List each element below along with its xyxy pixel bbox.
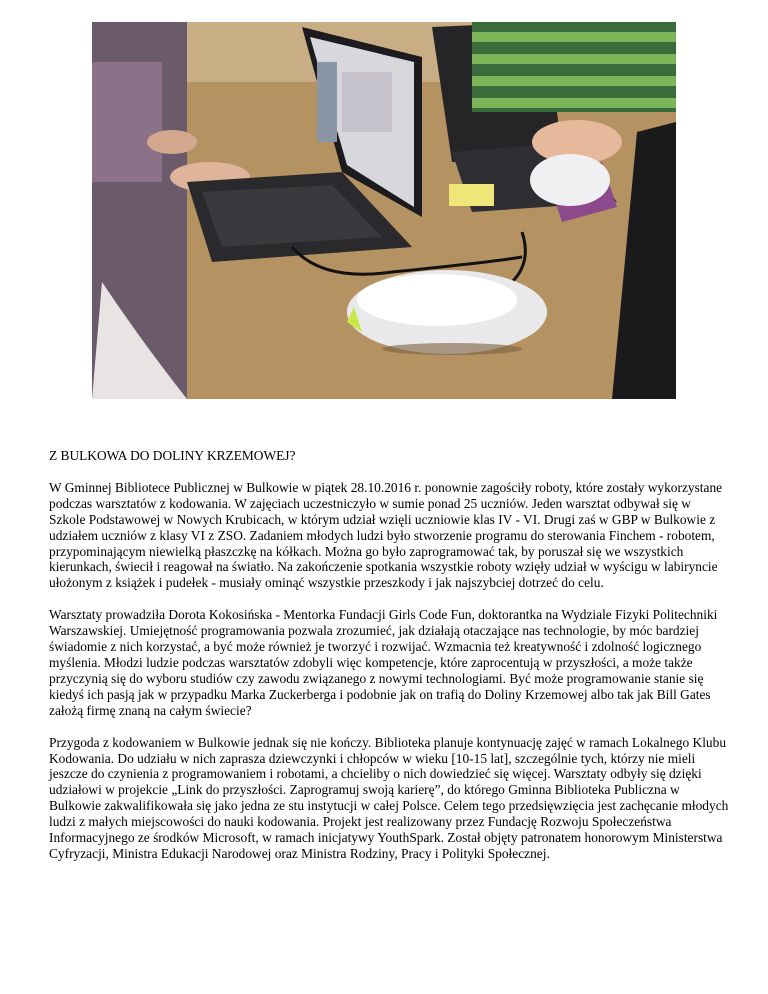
article-paragraph: Warsztaty prowadziła Dorota Kokosińska - Mentorka Fundacji Girls Code Fun, doktorantka na Wydziale Fizyki Politechniki Warszawskiej. Umiejętność programowania pozwala zrozumieć, jak działają otaczające nas technologie, by móc bardziej świadomie z nich korzystać, a być może również je tworzyć i rozwijać. Wzmacnia też kreatywność i zdolność logicznego myślenia. Młodzi ludzie podczas warsztatów zdobyli więc kompetencje, które zaprocentują w przyszłości, a może także przyczynią się do wyboru studiów czy zawodu związanego z nowymi technologiami. Być może programowanie stanie się kiedyś ich pasją jak w przypadku Marka Zuckerberga i podobnie jak on trafią do Doliny Krzemowej albo tak jak Bill Gates założą firmę znaną na całym świecie? [49, 607, 718, 718]
article-body [49, 448, 729, 878]
article-paragraph: W Gminnej Bibliotece Publicznej w Bulkowie w piątek 28.10.2016 r. ponownie zagościły roboty, które zostały wykorzystane podczas warsztatów z kodowania. W zajęciach uczestniczyło w sumie ponad 25 uczniów. Jeden warsztat odbywał się w Szkole Podstawowej w Nowych Krubicach, w którym udział wzięli uczniowie klas IV - VI. Drugi zaś w GBP w Bulkowie z udziałem uczniów z klasy VI z ZSO. Zadaniem młodych ludzi było stworzenie programu do sterowania Finchem - robotem, przypominającym niewielką płaszczkę na kółkach. Można go było zaprogramować tak, by poruszał się we wszystkich kierunkach, świecił i reagował na światło. Na zakończenie spotkania wszystkie roboty wzięły udział w wyścigu w labiryncie ułożonym z książek i pudełek - musiały ominąć wszystkie przeszkody i jak najszybciej dotrzeć do celu. [49, 479, 723, 591]
article-title: Z BULKOWA DO DOLINY KRZEMOWEJ? [49, 448, 296, 463]
article-paragraph: Przygoda z kodowaniem w Bulkowie jednak się nie kończy. Biblioteka planuje kontynuację zajęć w ramach Lokalnego Klubu Kodowania. Do udziału w nich zaprasza dziewczynki i chłopców w wieku [10-15 lat], szczególnie tych, którzy nie mieli jeszcze do czynienia z programowaniem i robotami, a chcieliby o nich dowiedzieć się więcej. Warsztaty odbyły się dzięki udziałowi w projekcie „Link do przyszłości. Zaprogramuj swoją karierę”, do którego Gminna Biblioteka Publiczna w Bulkowie zakwalifikowała się jako jedna ze stu instytucji w całej Polsce. Celem tego przedsięwzięcia jest zachęcanie młodych ludzi z małych miejscowości do nauki kodowania. Projekt jest realizowany przez Fundację Rozwoju Społeczeństwa Informacyjnego ze środków Microsoft, w ramach inicjatywy YouthSpark. Został objęty patronatem honorowym Ministerstwa Cyfryzacji, Ministra Edukacji Narodowej oraz Ministra Rodziny, Pracy i Polityki Społecznej. [49, 734, 729, 861]
workshop-photo-illustration [92, 22, 676, 399]
article-photo [92, 22, 676, 399]
